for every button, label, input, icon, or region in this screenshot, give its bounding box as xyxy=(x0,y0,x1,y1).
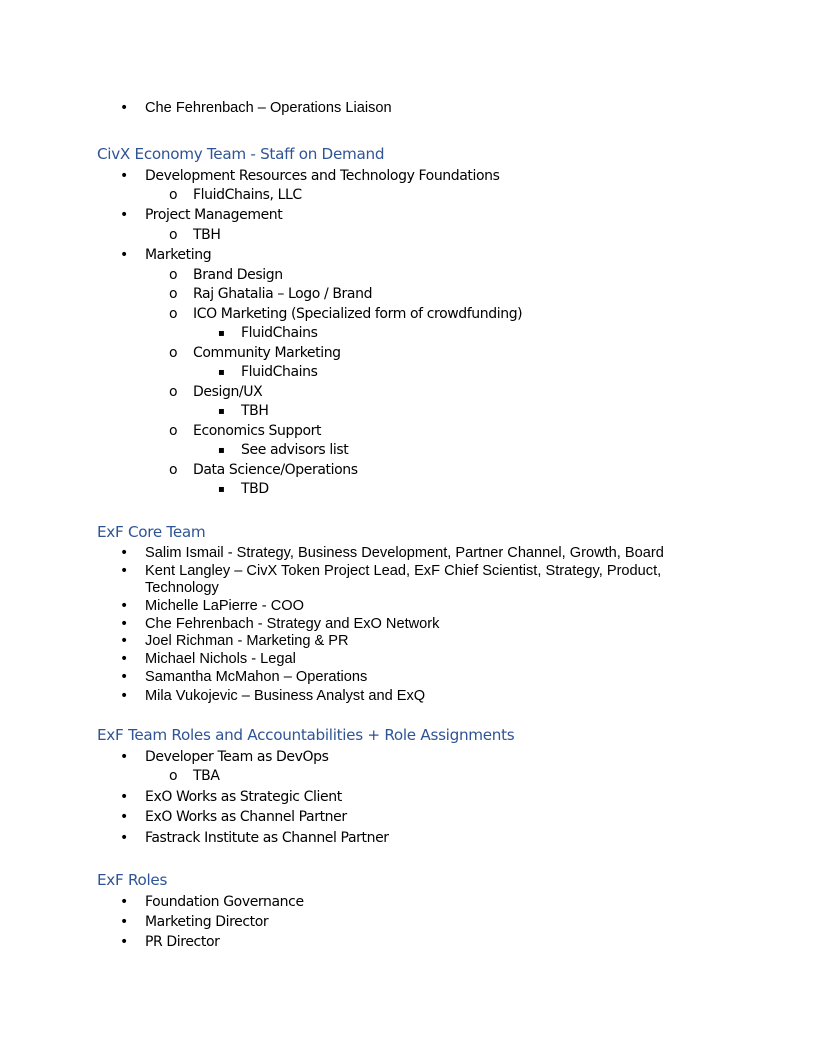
list-item-core-member: Michael Nichols - Legal xyxy=(145,651,296,667)
list-item-core-member: Samantha McMahon – Operations xyxy=(145,669,368,685)
list-item-ico-marketing: ICO Marketing (Specialized form of crowdfunding) xyxy=(193,306,523,322)
bullet-disc: • xyxy=(120,789,129,805)
bullet-square: ▪ xyxy=(218,328,225,339)
bullet-circle: o xyxy=(169,286,178,302)
bullet-square: ▪ xyxy=(218,367,225,378)
bullet-square: ▪ xyxy=(218,484,225,495)
bullet-disc: • xyxy=(120,894,129,910)
list-item-strategic-client: ExO Works as Strategic Client xyxy=(145,789,342,805)
bullet-circle: o xyxy=(169,187,178,203)
bullet-disc: • xyxy=(120,749,129,765)
list-item-community-marketing: Community Marketing xyxy=(193,345,341,361)
bullet-disc: • xyxy=(120,100,129,116)
heading-exf-roles: ExF Roles xyxy=(97,871,168,889)
bullet-circle: o xyxy=(169,306,178,322)
list-item-dev-tba: TBA xyxy=(193,768,220,784)
list-item-design-tbh: TBH xyxy=(241,403,269,419)
bullet-disc: • xyxy=(120,598,129,614)
bullet-disc: • xyxy=(120,545,129,561)
bullet-square: ▪ xyxy=(218,445,225,456)
heading-exf-core-team: ExF Core Team xyxy=(97,523,206,541)
list-item-community-fluidchains: FluidChains xyxy=(241,364,318,380)
list-item-core-member: Joel Richman - Marketing & PR xyxy=(145,633,349,649)
list-item-core-member: Michelle LaPierre - COO xyxy=(145,598,304,614)
list-item-channel-partner: ExO Works as Channel Partner xyxy=(145,809,347,825)
bullet-circle: o xyxy=(169,345,178,361)
bullet-circle: o xyxy=(169,462,178,478)
list-item-core-member: Che Fehrenbach - Strategy and ExO Network xyxy=(145,616,440,632)
bullet-disc: • xyxy=(120,809,129,825)
bullet-disc: • xyxy=(120,934,129,950)
list-item-economics-support: Economics Support xyxy=(193,423,322,439)
list-item-ico-fluidchains: FluidChains xyxy=(241,325,318,341)
bullet-disc: • xyxy=(120,207,129,223)
bullet-circle: o xyxy=(169,384,178,400)
heading-roles-accountabilities: ExF Team Roles and Accountabilities + Role Assignments xyxy=(97,726,515,744)
list-item-core-member: Kent Langley – CivX Token Project Lead, ExF Chief Scientist, Strategy, Product, xyxy=(145,563,662,579)
bullet-disc: • xyxy=(120,830,129,846)
list-item-marketing-director: Marketing Director xyxy=(145,914,269,930)
bullet-circle: o xyxy=(169,227,178,243)
bullet-disc: • xyxy=(120,651,129,667)
list-item-operations-liaison: Che Fehrenbach – Operations Liaison xyxy=(145,100,392,116)
bullet-circle: o xyxy=(169,267,178,283)
bullet-disc: • xyxy=(120,616,129,632)
list-item-pr-director: PR Director xyxy=(145,934,220,950)
list-item-core-member: Mila Vukojevic – Business Analyst and ExQ xyxy=(145,688,426,704)
list-item-see-advisors: See advisors list xyxy=(241,442,349,458)
list-item-brand-design: Brand Design xyxy=(193,267,283,283)
list-item-dev-resources: Development Resources and Technology Foundations xyxy=(145,168,500,184)
list-item-foundation-governance: Foundation Governance xyxy=(145,894,304,910)
list-item-developer-team: Developer Team as DevOps xyxy=(145,749,329,765)
list-item-fastrack-institute: Fastrack Institute as Channel Partner xyxy=(145,830,389,846)
list-item-project-management: Project Management xyxy=(145,207,283,223)
bullet-disc: • xyxy=(120,669,129,685)
list-item-raj-ghatalia: Raj Ghatalia – Logo / Brand xyxy=(193,286,373,302)
list-item-design-ux: Design/UX xyxy=(193,384,263,400)
bullet-disc: • xyxy=(120,563,129,579)
list-item-data-science: Data Science/Operations xyxy=(193,462,358,478)
bullet-disc: • xyxy=(120,633,129,649)
bullet-disc: • xyxy=(120,914,129,930)
bullet-disc: • xyxy=(120,688,129,704)
heading-civx-economy-team: CivX Economy Team - Staff on Demand xyxy=(97,145,385,163)
bullet-disc: • xyxy=(120,247,129,263)
bullet-circle: o xyxy=(169,768,178,784)
bullet-circle: o xyxy=(169,423,178,439)
list-item-core-member: Salim Ismail - Strategy, Business Development, Partner Channel, Growth, Board xyxy=(145,545,664,561)
list-item-data-tbd: TBD xyxy=(241,481,269,497)
list-item-pm-tbh: TBH xyxy=(193,227,221,243)
bullet-disc: • xyxy=(120,168,129,184)
list-item-marketing: Marketing xyxy=(145,247,212,263)
list-item-core-member-continued: Technology xyxy=(145,580,219,596)
bullet-square: ▪ xyxy=(218,406,225,417)
list-item-fluidchains-llc: FluidChains, LLC xyxy=(193,187,302,203)
